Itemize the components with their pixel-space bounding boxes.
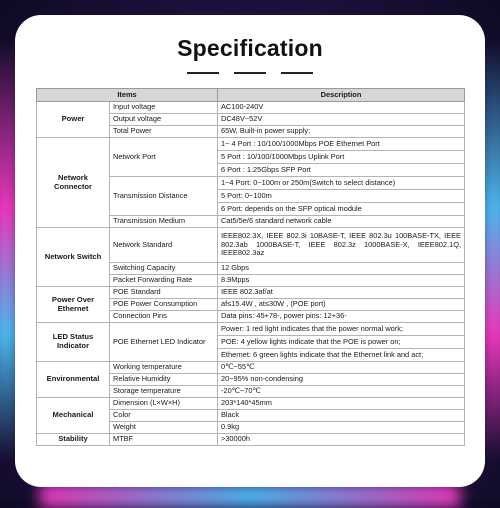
header-description: Description: [218, 89, 465, 102]
item-label: Connection Pins: [110, 311, 218, 323]
item-label: Switching Capacity: [110, 263, 218, 275]
item-value: DC48V~52V: [218, 114, 465, 126]
category-line: Power Over: [51, 294, 95, 304]
item-value: >30000h: [218, 434, 465, 446]
item-label: Storage temperature: [110, 386, 218, 398]
table-row: [37, 362, 465, 374]
item-value: Black: [218, 410, 465, 422]
item-value: IEEE 802.3af/at: [218, 287, 465, 299]
item-value: 6 Port: depends on the SFP optical module: [218, 203, 465, 216]
spec-table: [36, 88, 465, 446]
spec-card: [15, 15, 485, 487]
item-value: 5 Port: 0~100m: [218, 190, 465, 203]
item-label: POE Power Consumption: [110, 299, 218, 311]
item-value: 20~95% non-condensing: [218, 374, 465, 386]
category-line: Network: [58, 172, 88, 182]
table-row: [37, 228, 465, 263]
item-value: -20℃~70℃: [218, 386, 465, 398]
item-label: Transmission Distance: [110, 177, 218, 216]
item-value: 65W, Built-in power supply;: [218, 126, 465, 138]
item-value: POE: 4 yellow lights indicate that the POE is power on;: [218, 336, 465, 349]
item-value: 1~4 Port: 0~100m or 250m(Switch to select distance): [218, 177, 465, 190]
category-stability: Stability: [37, 434, 110, 446]
item-label: Network Standard: [110, 228, 218, 263]
page-title: Specification: [177, 35, 323, 61]
table-row: [37, 434, 465, 446]
item-label: Total Power: [110, 126, 218, 138]
item-value: AC100-240V: [218, 102, 465, 114]
item-value: 203*140*45mm: [218, 398, 465, 410]
item-label: MTBF: [110, 434, 218, 446]
item-label: Working temperature: [110, 362, 218, 374]
category-line: Ethernet: [57, 303, 89, 313]
title-underline-dash: [187, 72, 219, 74]
item-value: 6 Port : 1.25Gbps SFP Port: [218, 164, 465, 177]
item-value: Data pins: 45+78-, power pins: 12+36-: [218, 311, 465, 323]
item-label: POE Ethernet LED Indicator: [110, 323, 218, 362]
table-row: [37, 287, 465, 299]
item-value: 5 Port : 10/100/1000Mbps Uplink Port: [218, 151, 465, 164]
item-value: IEEE802.3X, IEEE 802.3i 10BASE-T, IEEE 802.3u 100BASE-TX, IEEE 802.3ab 1000BASE-T, IEEE 802.3z 1000BASE-X, IEEE802.1Q, IEEE802.3az: [218, 228, 465, 263]
item-label: Output voltage: [110, 114, 218, 126]
item-label: Relative Humidity: [110, 374, 218, 386]
item-value: 0℃~55℃: [218, 362, 465, 374]
item-label: Color: [110, 410, 218, 422]
category-line: LED Status: [52, 332, 94, 342]
category-led-status: [37, 323, 110, 362]
category-mechanical: Mechanical: [37, 398, 110, 434]
item-label: Packet Forwarding Rate: [110, 275, 218, 287]
item-value: 12 Gbps: [218, 263, 465, 275]
table-row: [37, 138, 465, 151]
item-label: POE Standard: [110, 287, 218, 299]
table-row: [37, 102, 465, 114]
item-label: Transmission Medium: [110, 216, 218, 228]
item-label: Weight: [110, 422, 218, 434]
category-line: Connector: [54, 181, 92, 191]
category-environmental: Environmental: [37, 362, 110, 398]
title-underline-dash: [234, 72, 266, 74]
item-value: 1~ 4 Port : 10/100/1000Mbps POE Ethernet Port: [218, 138, 465, 151]
item-label: Input voltage: [110, 102, 218, 114]
category-power: Power: [37, 102, 110, 138]
header-items: Items: [37, 89, 218, 102]
item-value: af≤15.4W , at≤30W , (POE port): [218, 299, 465, 311]
category-poe: [37, 287, 110, 323]
item-value: Ethernet: 6 green lights indicate that the Ethernet link and act;: [218, 349, 465, 362]
category-network-switch: Network Switch: [37, 228, 110, 287]
category-network-connector: [37, 138, 110, 228]
item-label: Dimension (L×W×H): [110, 398, 218, 410]
item-value: Power: 1 red light indicates that the power normal work;: [218, 323, 465, 336]
item-value: Cat5/5e/6 standard network cable: [218, 216, 465, 228]
item-value: 0.9kg: [218, 422, 465, 434]
table-row: [37, 323, 465, 336]
table-header-row: [37, 89, 465, 102]
category-line: Indicator: [56, 341, 90, 350]
item-label: Network Port: [110, 138, 218, 177]
item-value: 8.9Mpps: [218, 275, 465, 287]
neon-glow-bottom: [40, 484, 460, 508]
table-row: [37, 398, 465, 410]
title-underline-dash: [281, 72, 313, 74]
